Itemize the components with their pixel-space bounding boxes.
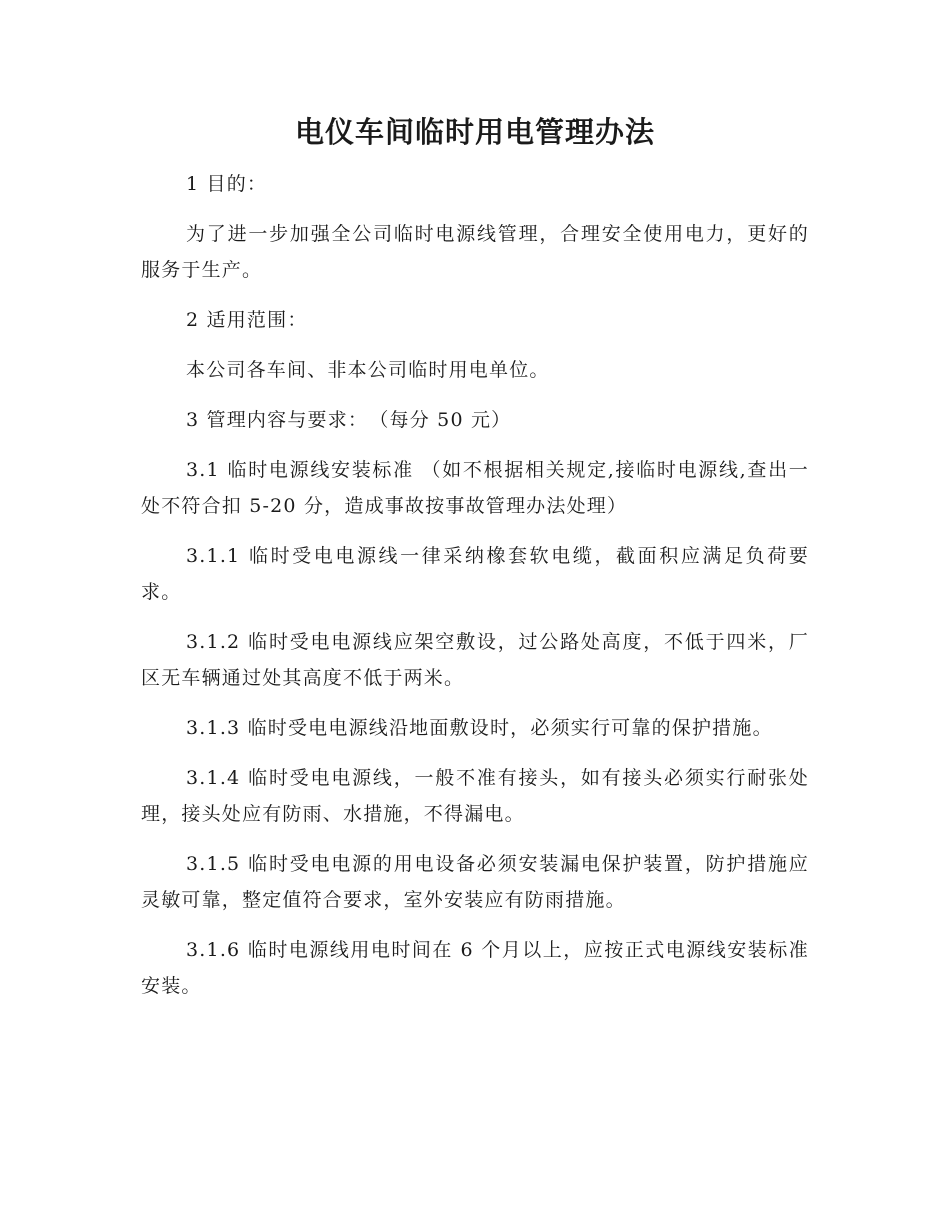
paragraph-purpose: 为了进一步加强全公司临时电源线管理，合理安全使用电力，更好的服务于生产。	[141, 223, 809, 281]
paragraph-3-1-4: 3.1.4 临时受电电源线，一般不准有接头，如有接头必须实行耐张处理，接头处应有防雨、水措施，不得漏电。	[141, 767, 809, 825]
paragraph-scope: 本公司各车间、非本公司临时用电单位。	[186, 359, 550, 381]
paragraph-3-1-3: 3.1.3 临时受电电源线沿地面敷设时，必须实行可靠的保护措施。	[186, 717, 773, 739]
paragraph-3-1-1: 3.1.1 临时受电电源线一律采纳橡套软电缆，截面积应满足负荷要求。	[141, 545, 809, 603]
paragraph-3-1: 3.1 临时电源线安装标准 （如不根据相关规定,接临时电源线,查出一处不符合扣 5-20 分，造成事故按事故管理办法处理）	[141, 459, 809, 517]
paragraph-3-1-5: 3.1.5 临时受电电源的用电设备必须安装漏电保护装置，防护措施应灵敏可靠，整定值符合要求，室外安装应有防雨措施。	[141, 853, 809, 911]
section-heading-purpose: 1 目的：	[186, 173, 268, 195]
paragraph-3-1-2: 3.1.2 临时受电电源线应架空敷设，过公路处高度，不低于四米，厂区无车辆通过处其高度不低于两米。	[141, 631, 809, 689]
document-body	[141, 166, 809, 1018]
document-title: 电仪车间临时用电管理办法	[294, 115, 655, 149]
section-heading-requirements: 3 管理内容与要求： （每分 50 元）	[186, 409, 512, 431]
paragraph-3-1-6: 3.1.6 临时电源线用电时间在 6 个月以上，应按正式电源线安装标准安装。	[141, 939, 809, 997]
section-heading-scope: 2 适用范围：	[186, 309, 308, 331]
